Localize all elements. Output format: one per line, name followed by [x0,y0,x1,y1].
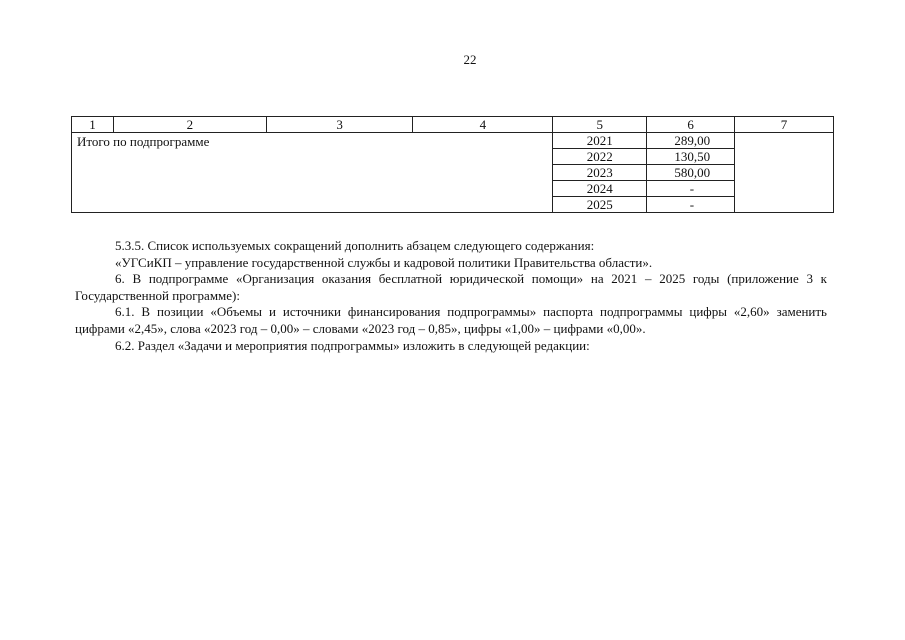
column-header-1: 1 [72,117,114,133]
amount-cell: - [647,181,735,197]
year-cell: 2023 [553,165,647,181]
year-cell: 2022 [553,149,647,165]
column-header-7: 7 [735,117,834,133]
year-cell: 2024 [553,181,647,197]
column-header-2: 2 [113,117,266,133]
year-cell: 2025 [553,197,647,213]
document-body [75,238,827,354]
column-header-5: 5 [553,117,647,133]
column-header-3: 3 [266,117,413,133]
amount-cell: 289,00 [647,133,735,149]
budget-table [71,116,834,213]
amount-cell: - [647,197,735,213]
paragraph-6: 6. В подпрограмме «Организация оказания бесплатной юридической помощи» на 2021 – 2025 годы (приложение 3 к Государственной программе): [75,271,827,303]
table-header-row [72,117,834,133]
column-header-4: 4 [413,117,553,133]
paragraph-6-1: 6.1. В позиции «Объемы и источники финансирования подпрограммы» паспорта подпрограммы цифры «2,60» заменить цифрами «2,45», слова «2023 год – 0,00» – словами «2023 год – 0,85», цифры «1,00» – цифрами «0,00». [75,304,827,336]
column-7-cell [735,133,834,213]
paragraph-5-3-5: 5.3.5. Список используемых сокращений дополнить абзацем следующего содержания: [115,238,595,253]
amount-cell: 130,50 [647,149,735,165]
page-number: 22 [463,52,477,67]
paragraph-abbreviation: «УГСиКП – управление государственной службы и кадровой политики Правительства области». [115,254,653,270]
year-cell: 2021 [553,133,647,149]
total-label-cell: Итого по подпрограмме [72,133,553,213]
amount-cell: 580,00 [647,165,735,181]
table-row [72,133,834,149]
column-header-6: 6 [647,117,735,133]
paragraph-6-2: 6.2. Раздел «Задачи и мероприятия подпрограммы» изложить в следующей редакции: [115,337,590,353]
